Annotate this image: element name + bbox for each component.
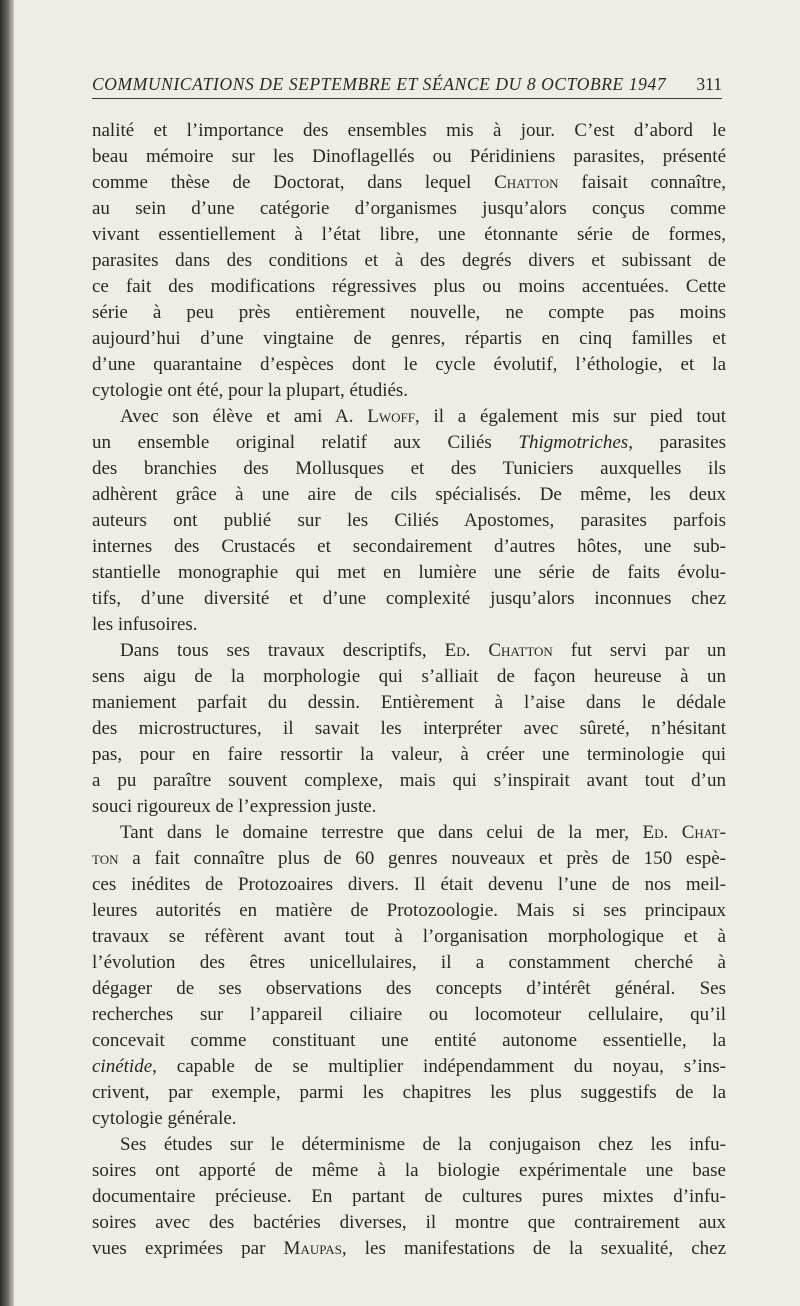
text-run: d’une quarantaine d’espèces dont le cycle évolutif, l’éthologie, et la (92, 354, 726, 375)
author-name: ton (92, 848, 119, 869)
author-name: Lwoff (367, 406, 415, 427)
book-spine-shadow (0, 0, 14, 1306)
text-run: au sein d’une catégorie d’organismes jusqu’alors conçus comme (92, 198, 726, 219)
author-name: Chatton (494, 172, 559, 193)
text-run: série à peu près entièrement nouvelle, ne compte pas moins (92, 302, 726, 323)
text-line (92, 586, 726, 612)
text-line (92, 612, 726, 638)
text-line (92, 300, 726, 326)
text-run: maniement parfait du dessin. Entièrement à l’aise dans le dédale (92, 692, 726, 713)
text-line (92, 976, 726, 1002)
text-line (92, 404, 726, 430)
text-line (92, 482, 726, 508)
text-run: , capable de se multiplier indépendamment du noyau, s’ins- (152, 1056, 726, 1077)
text-run: beau mémoire sur les Dinoflagellés ou Péridiniens parasites, présenté (92, 146, 726, 167)
text-line (92, 1210, 726, 1236)
text-line (92, 1132, 726, 1158)
italic-term: cinétide (92, 1056, 153, 1077)
text-line (92, 690, 726, 716)
text-line (92, 170, 726, 196)
text-run: dégager de ses observations des concepts d’intérêt général. Ses (92, 978, 726, 999)
text-run: un ensemble original relatif aux Ciliés (92, 432, 519, 453)
text-run: tifs, d’une diversité et d’une complexité jusqu’alors inconnues chez (92, 588, 726, 609)
text-line (92, 1080, 726, 1106)
text-run: cytologie générale. (92, 1108, 237, 1129)
text-line (92, 716, 726, 742)
text-run: internes des Crustacés et secondairement d’autres hôtes, une sub- (92, 536, 726, 557)
text-line (92, 196, 726, 222)
text-line (92, 1054, 726, 1080)
text-run: des microstructures, il savait les interpréter avec sûreté, n’hésitant (92, 718, 726, 739)
text-line (92, 534, 726, 560)
text-run: pas, pour en faire ressortir la valeur, à créer une terminologie qui (92, 744, 726, 765)
text-line (92, 768, 726, 794)
text-line (92, 144, 726, 170)
text-run: cytologie ont été, pour la plupart, étudiés. (92, 380, 409, 401)
author-name: Ed. Chatton (444, 640, 553, 661)
text-line (92, 326, 726, 352)
text-line (92, 508, 726, 534)
text-line (92, 430, 726, 456)
text-line (92, 378, 726, 404)
text-run: soires avec des bactéries diverses, il montre que contrairement aux (92, 1212, 726, 1233)
text-line (92, 248, 726, 274)
text-run: leures autorités en matière de Protozoologie. Mais si ses principaux (92, 900, 726, 921)
text-run: Ses études sur le déterminisme de la conjugaison chez les infu- (120, 1134, 726, 1155)
text-line (92, 560, 726, 586)
text-line (92, 1236, 726, 1262)
text-line (92, 742, 726, 768)
text-run: sens aigu de la morphologie qui s’alliait de façon heureuse à un (92, 666, 726, 687)
text-line (92, 846, 726, 872)
text-line (92, 456, 726, 482)
text-run: Tant dans le domaine terrestre que dans celui de la mer, (120, 822, 643, 843)
author-name: Ed. Chat- (642, 822, 726, 843)
text-run: faisait connaître, (558, 172, 727, 193)
italic-term: Thigmotriches (518, 432, 629, 453)
text-run: auteurs ont publié sur les Ciliés Apostomes, parasites parfois (92, 510, 726, 531)
text-line (92, 872, 726, 898)
text-run: a fait connaître plus de 60 genres nouveaux et près de 150 espè- (118, 848, 726, 869)
running-header (92, 74, 722, 95)
text-run: vues exprimées par (92, 1238, 284, 1259)
text-run: adhèrent grâce à une aire de cils spécialisés. De même, les deux (92, 484, 726, 505)
text-run: stantielle monographie qui met en lumière une série de faits évolu- (92, 562, 726, 583)
text-line (92, 794, 726, 820)
text-line (92, 898, 726, 924)
text-run: fut servi par un (552, 640, 726, 661)
text-run: concevait comme constituant une entité autonome essentielle, la (92, 1030, 726, 1051)
text-line (92, 274, 726, 300)
text-run: parasites dans des conditions et à des degrés divers et subissant de (92, 250, 726, 271)
header-rule (92, 98, 722, 99)
running-title: COMMUNICATIONS DE SEPTEMBRE ET SÉANCE DU 8 OCTOBRE 1947 (92, 74, 667, 94)
text-run: Dans tous ses travaux descriptifs, (120, 640, 445, 661)
text-run: des branchies des Mollusques et des Tuniciers auxquelles ils (92, 458, 726, 479)
text-line (92, 352, 726, 378)
text-line (92, 664, 726, 690)
text-run: a pu paraître souvent complexe, mais qui s’inspirait avant tout d’un (92, 770, 726, 791)
text-run: , il a également mis sur pied tout (415, 406, 726, 427)
text-line (92, 1106, 726, 1132)
text-run: crivent, par exemple, parmi les chapitres les plus suggestifs de la (92, 1082, 726, 1103)
text-line (92, 1028, 726, 1054)
text-line (92, 924, 726, 950)
text-run: l’évolution des êtres unicellulaires, il a constamment cherché à (92, 952, 726, 973)
text-line (92, 638, 726, 664)
text-run: documentaire précieuse. En partant de cultures pures mixtes d’infu- (92, 1186, 726, 1207)
page-number: 311 (696, 74, 722, 94)
text-run: ce fait des modifications régressives plus ou moins accentuées. Cette (92, 276, 726, 297)
text-run: travaux se réfèrent avant tout à l’organisation morphologique et à (92, 926, 726, 947)
text-line (92, 1002, 726, 1028)
text-run: les infusoires. (92, 614, 198, 635)
text-line (92, 820, 726, 846)
text-run: nalité et l’importance des ensembles mis à jour. C’est d’abord le (92, 120, 726, 141)
text-run: comme thèse de Doctorat, dans lequel (92, 172, 495, 193)
text-run: , les manifestations de la sexualité, chez (341, 1238, 727, 1259)
text-run: ces inédites de Protozoaires divers. Il était devenu l’une de nos meil- (92, 874, 726, 895)
text-line (92, 1184, 726, 1210)
text-line (92, 222, 726, 248)
text-run: recherches sur l’appareil ciliaire ou locomoteur cellulaire, qu’il (92, 1004, 726, 1025)
text-run: souci rigoureux de l’expression juste. (92, 796, 377, 817)
text-line (92, 1158, 726, 1184)
text-run: Avec son élève et ami A. (120, 406, 368, 427)
text-line (92, 950, 726, 976)
text-run: , parasites (628, 432, 726, 453)
text-line (92, 118, 726, 144)
text-run: soires ont apporté de même à la biologie expérimentale une base (92, 1160, 726, 1181)
text-run: vivant essentiellement à l’état libre, une étonnante série de formes, (92, 224, 726, 245)
text-run: aujourd’hui d’une vingtaine de genres, répartis en cinq familles et (92, 328, 726, 349)
body-text (92, 118, 726, 1262)
author-name: Maupas (283, 1238, 342, 1259)
